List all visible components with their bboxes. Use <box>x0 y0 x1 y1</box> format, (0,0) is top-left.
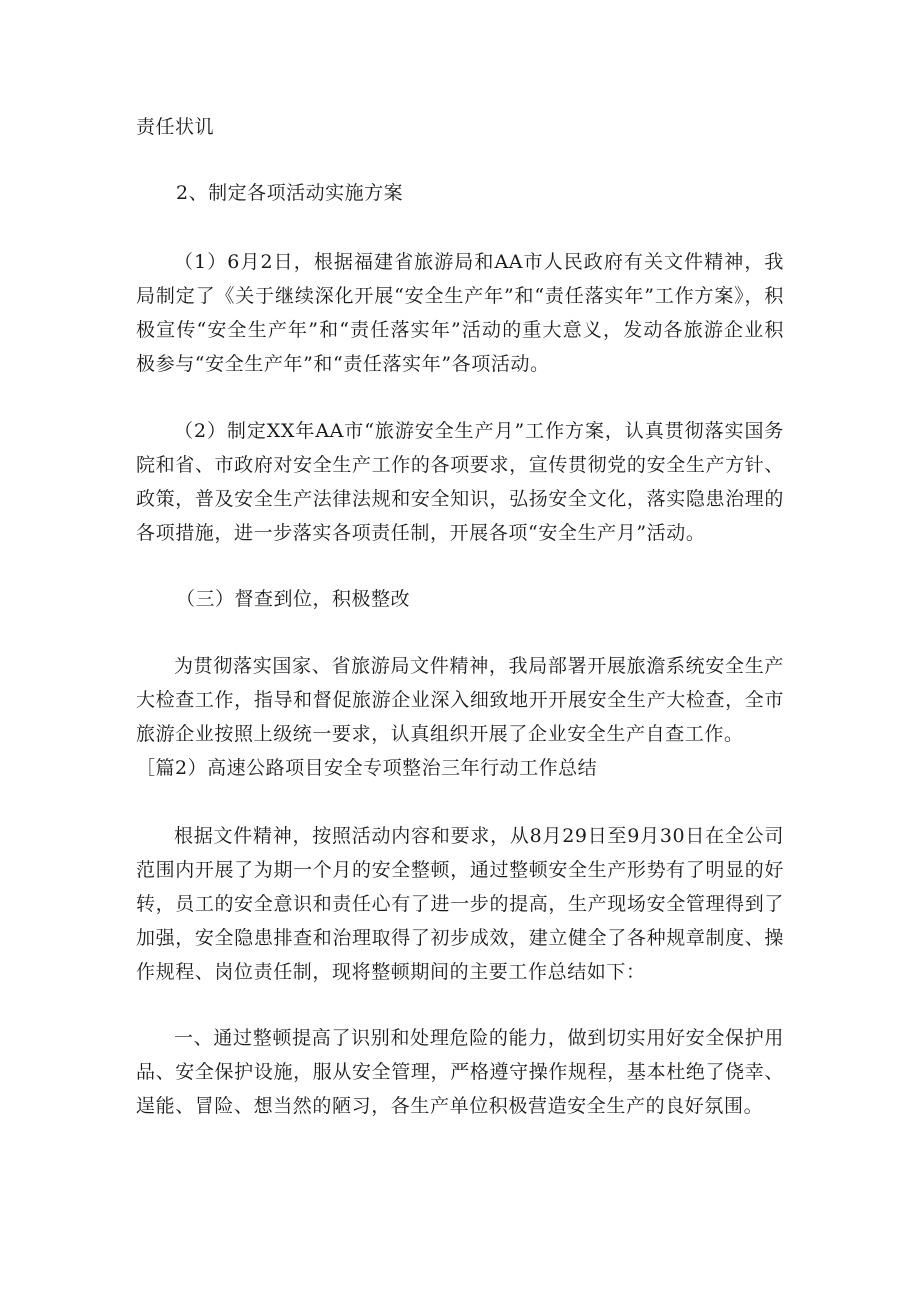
paragraph-5-text: 一、通过整顿提高了识别和处理危险的能力，做到切实用好安全保护用品、安全保护设施，服从安全管理，严格遵守操作规程，基本杜绝了侥幸、逞能、冒险、想当然的陋习，各生产单位积极营造安全生产的良好氛围。 <box>136 1027 784 1117</box>
paragraph-4-text: 根据文件精神，按照活动内容和要求，从8月29日至9月30日在全公司范围内开展了为期一个月的安全整顿，通过整顿安全生产形势有了明显的好转，员工的安全意识和责任心有了进一步的提高，生产现场安全管理得到了加强，安全隐患排查和治理取得了初步成效，建立健全了各种规章制度、操作规程、岗位责任制，现将整顿期间的主要工作总结如下： <box>136 825 784 983</box>
continuation-line: 责任状讥 <box>136 116 215 138</box>
paragraph-3-text: 为贯彻落实国家、省旅游局文件精神，我局部署开展旅澹系统安全生产大检查工作，指导和督促旅游企业深入细致地开开展安全生产大检查，全市旅游企业按照上级统一要求，认真组织开展了企业安全生产自查工作。 <box>136 655 784 745</box>
paragraph-1 <box>136 245 784 381</box>
paragraph-2-text: （2）制定XX年AA市“旅游安全生产月”工作方案，认真贯彻落实国务院和省、市政府对安全生产工作的各项要求，宣传贯彻党的安全生产方针、政策，普及安全生产法律法规和安全知识，弘扬安全文化，落实隐患治理的各项措施，进一步落实各项责任制，开展各项“安全生产月”活动。 <box>136 420 784 544</box>
paragraph-1-text: （1）6月2日，根据福建省旅游局和AA市人民政府有关文件精神，我局制定了《关于继续深化开展“安全生产年”和“责任落实年”工作方案》，积极宣传“安全生产年”和“责任落实年”活动的重大意义，发动各旅游企业积极参与“安全生产年”和“责任落实年”各项活动。 <box>136 251 784 375</box>
subheading-3: （三）督查到位，积极整改 <box>176 588 411 610</box>
section-title: ［篇2）高速公路项目安全专项整治三年行动工作总结 <box>136 757 598 779</box>
paragraph-4 <box>136 819 784 989</box>
paragraph-3 <box>136 649 784 751</box>
paragraph-5 <box>136 1021 784 1123</box>
paragraph-2 <box>136 414 784 550</box>
subheading-2: 2、制定各项活动实施方案 <box>176 182 404 204</box>
